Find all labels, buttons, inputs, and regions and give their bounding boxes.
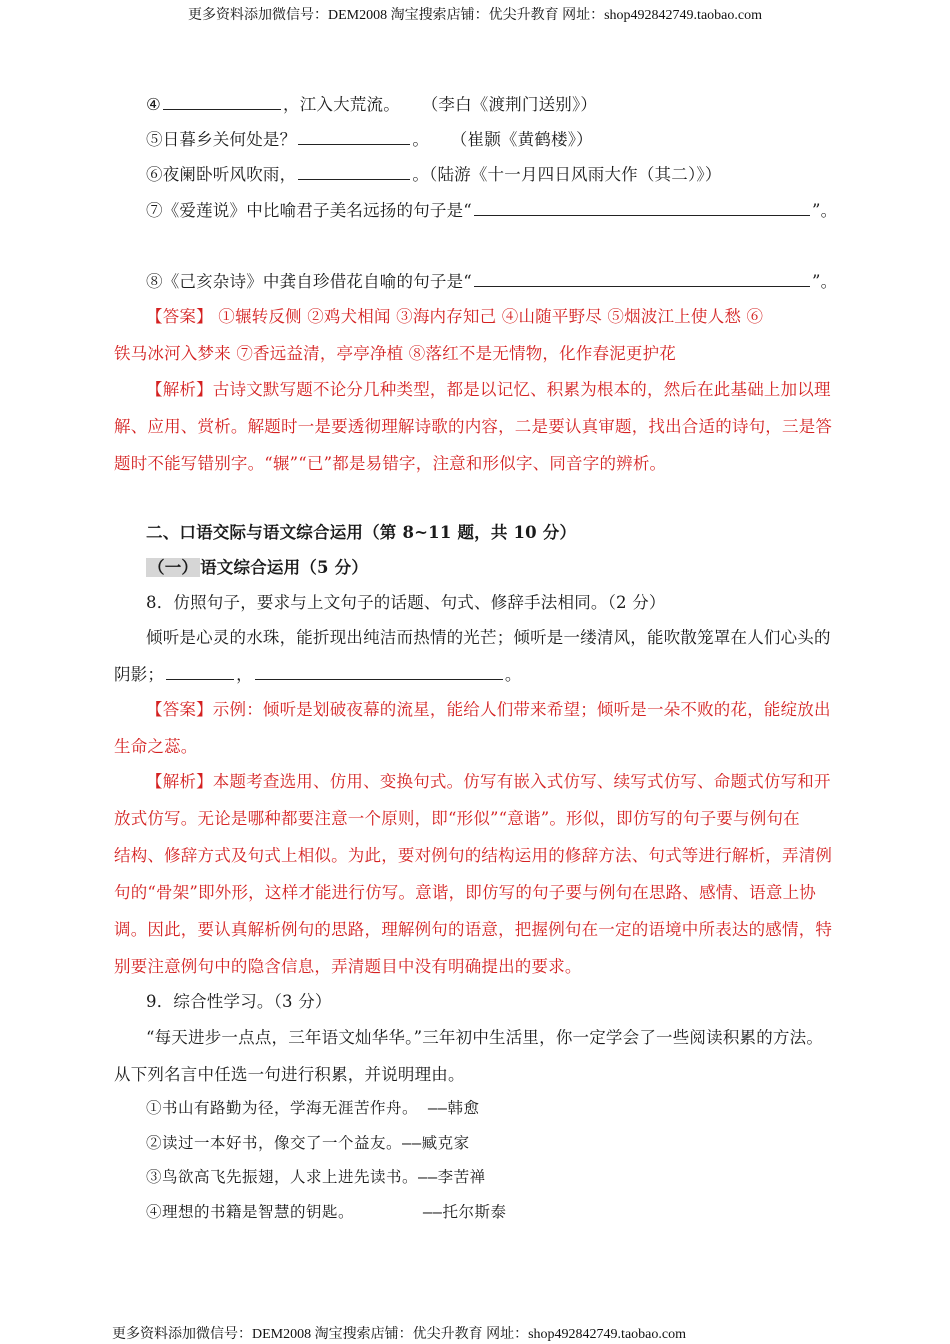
analysis-8-line-2: 放式仿写。无论是哪种都要注意一个原则，即“形似”“意谐”。形似，即仿写的句子要与例句在	[114, 809, 800, 828]
quote-4: ④理想的书籍是智慧的钥匙。 ——托尔斯泰	[146, 1203, 507, 1221]
analysis-1-line-1: 【解析】古诗文默写题不论分几种类型，都是以记忆、积累为根本的，然后在此基础上加以理	[146, 380, 831, 399]
answer-1-line-2: 铁马冰河入梦来 ⑦香远益清，亭亭净植 ⑧落红不是无情物，化作春泥更护花	[114, 344, 676, 363]
answer-blank[interactable]	[298, 129, 410, 145]
poem-item-8: ⑧《己亥杂诗》中龚自珍借花自喻的句子是“ ”。	[146, 272, 838, 291]
question-9-text-1: “每天进步一点点，三年语文灿华华。”三年初中生活里，你一定学会了一些阅读积累的方法。	[146, 1028, 824, 1047]
quote-3: ③鸟欲高飞先振翅，人求上进先读书。——李苦禅	[146, 1168, 486, 1186]
poem-item-6: ⑥夜阑卧听风吹雨， 。（陆游《十一月四日风雨大作（其二）》）	[146, 165, 722, 184]
question-9-text-2: 从下列名言中任选一句进行积累，并说明理由。	[114, 1065, 465, 1084]
analysis-8-line-5: 调。因此，要认真解析例句的思路，理解例句的语意，把握例句在一定的语境中所表达的感情，特	[114, 920, 833, 939]
question-8-text-2: 阴影； ， 。	[114, 665, 522, 684]
analysis-8-line-1: 【解析】本题考查选用、仿用、变换句式。仿写有嵌入式仿写、续写式仿写、命题式仿写和开	[146, 772, 831, 791]
analysis-1-line-2: 解、应用、赏析。解题时一是要透彻理解诗歌的内容，二是要认真审题，找出合适的诗句，三是答	[114, 417, 833, 436]
answer-blank[interactable]	[166, 664, 234, 680]
question-8-stem: 8．仿照句子，要求与上文句子的话题、句式、修辞手法相同。（2 分）	[146, 593, 666, 612]
quote-1: ①书山有路勤为径，学海无涯苦作舟。 ——韩愈	[146, 1099, 480, 1117]
answer-blank[interactable]	[474, 271, 810, 287]
question-9-stem: 9．综合性学习。（3 分）	[146, 992, 332, 1011]
poem-item-4: ④ ，江入大荒流。 （李白《渡荆门送别》）	[146, 95, 598, 114]
answer-blank[interactable]	[298, 164, 410, 180]
answer-8-line-2: 生命之蕊。	[114, 737, 198, 756]
analysis-8-line-3: 结构、修辞方式及句式上相似。为此，要对例句的结构运用的修辞方法、句式等进行解析，弄清例	[114, 846, 833, 865]
answer-blank[interactable]	[255, 664, 503, 680]
analysis-8-line-4: 句的“骨架”即外形，这样才能进行仿写。意谐，即仿写的句子要与例句在思路、感情、语意上协	[114, 883, 816, 902]
analysis-1-line-3: 题时不能写错别字。“辗”“已”都是易错字，注意和形似字、同音字的辨析。	[114, 454, 667, 473]
subsection-tag: （一）	[148, 558, 199, 577]
answer-1-line-1: 【答案】 ①辗转反侧 ②鸡犬相闻 ③海内存知己 ④山随平野尽 ⑤烟波江上使人愁 ⑥	[146, 307, 764, 326]
page-footer-ad: 更多资料添加微信号：DEM2008 淘宝搜索店铺：优尖升教育 网址：shop492842749.taobao.com	[112, 1327, 686, 1342]
analysis-8-line-6: 别要注意例句中的隐含信息，弄清题目中没有明确提出的要求。	[114, 957, 582, 976]
question-8-text-1: 倾听是心灵的水珠，能折现出纯洁而热情的光芒；倾听是一缕清风，能吹散笼罩在人们心头的	[146, 628, 831, 647]
quote-2: ②读过一本好书，像交了一个益友。——臧克家	[146, 1134, 470, 1152]
section-2-subtitle: （一） 语文综合运用（5 分）	[148, 558, 369, 577]
poem-item-5: ⑤日暮乡关何处是？ 。 （崔颢《黄鹤楼》）	[146, 130, 593, 149]
page-header-ad: 更多资料添加微信号：DEM2008 淘宝搜索店铺：优尖升教育 网址：shop492842749.taobao.com	[188, 8, 762, 23]
answer-8-line-1: 【答案】示例：倾听是划破夜幕的流星，能给人们带来希望；倾听是一朵不败的花，能绽放出	[146, 700, 831, 719]
answer-blank[interactable]	[163, 94, 281, 110]
poem-item-7: ⑦《爱莲说》中比喻君子美名远扬的句子是“ ”。	[146, 201, 838, 220]
answer-blank[interactable]	[474, 200, 810, 216]
section-2-title: 二、口语交际与语文综合运用（第 8~11 题，共 10 分）	[146, 523, 577, 542]
